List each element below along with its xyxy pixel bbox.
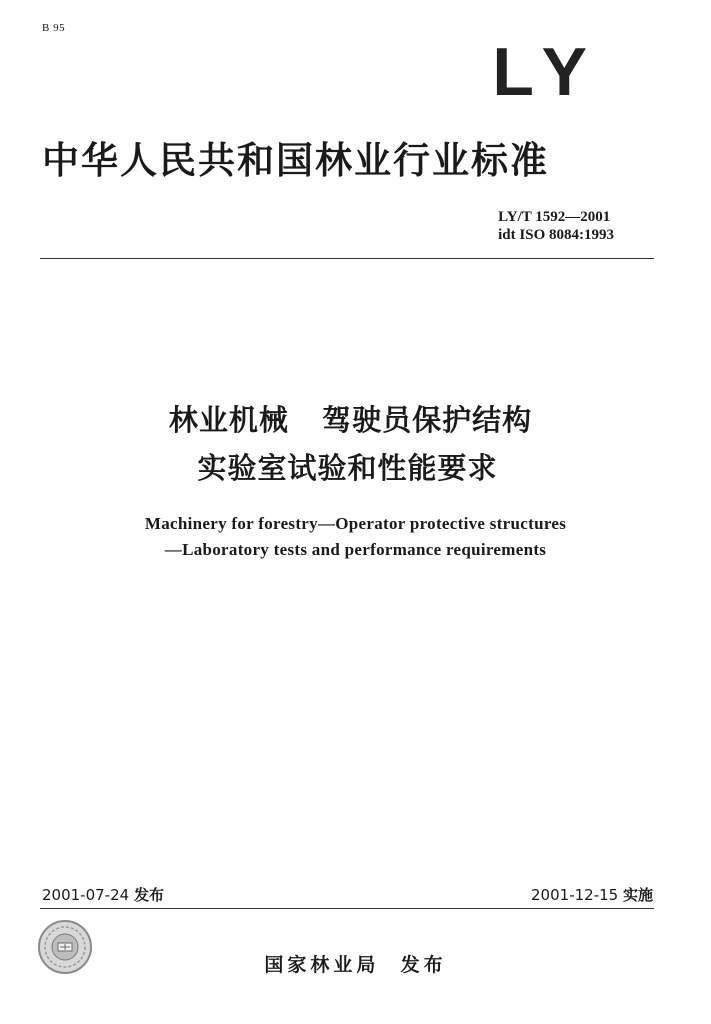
implementation-date-value: 2001-12-15: [531, 886, 619, 904]
implementation-date: [531, 884, 653, 905]
english-title-line-1: Machinery for forestry—Operator protective structures: [144, 514, 567, 533]
iso-equivalence: idt ISO 8084:1993: [498, 227, 614, 243]
standard-number: LY/T 1592—2001: [498, 209, 611, 225]
chinese-title-line-1: 林业机械 驾驶员保护结构: [168, 403, 533, 437]
english-title-line-2: —Laboratory tests and performance requirements: [164, 540, 547, 559]
implementation-date-suffix: 实施: [622, 886, 653, 904]
issue-date: [42, 884, 164, 905]
issue-date-value: 2001-07-24: [42, 886, 130, 904]
issuing-authority: 国家林业局 发布: [264, 954, 447, 976]
ly-logo: LY: [492, 34, 601, 110]
agency-title: 中华人民共和国林业行业标准: [42, 139, 549, 182]
chinese-title-line-2: 实验室试验和性能要求: [197, 451, 498, 485]
top-divider: [40, 258, 654, 259]
standard-number-block: [498, 208, 614, 244]
bottom-divider: [40, 908, 654, 909]
issue-date-suffix: 发布: [133, 886, 164, 904]
classification-code: B 95: [42, 22, 66, 34]
